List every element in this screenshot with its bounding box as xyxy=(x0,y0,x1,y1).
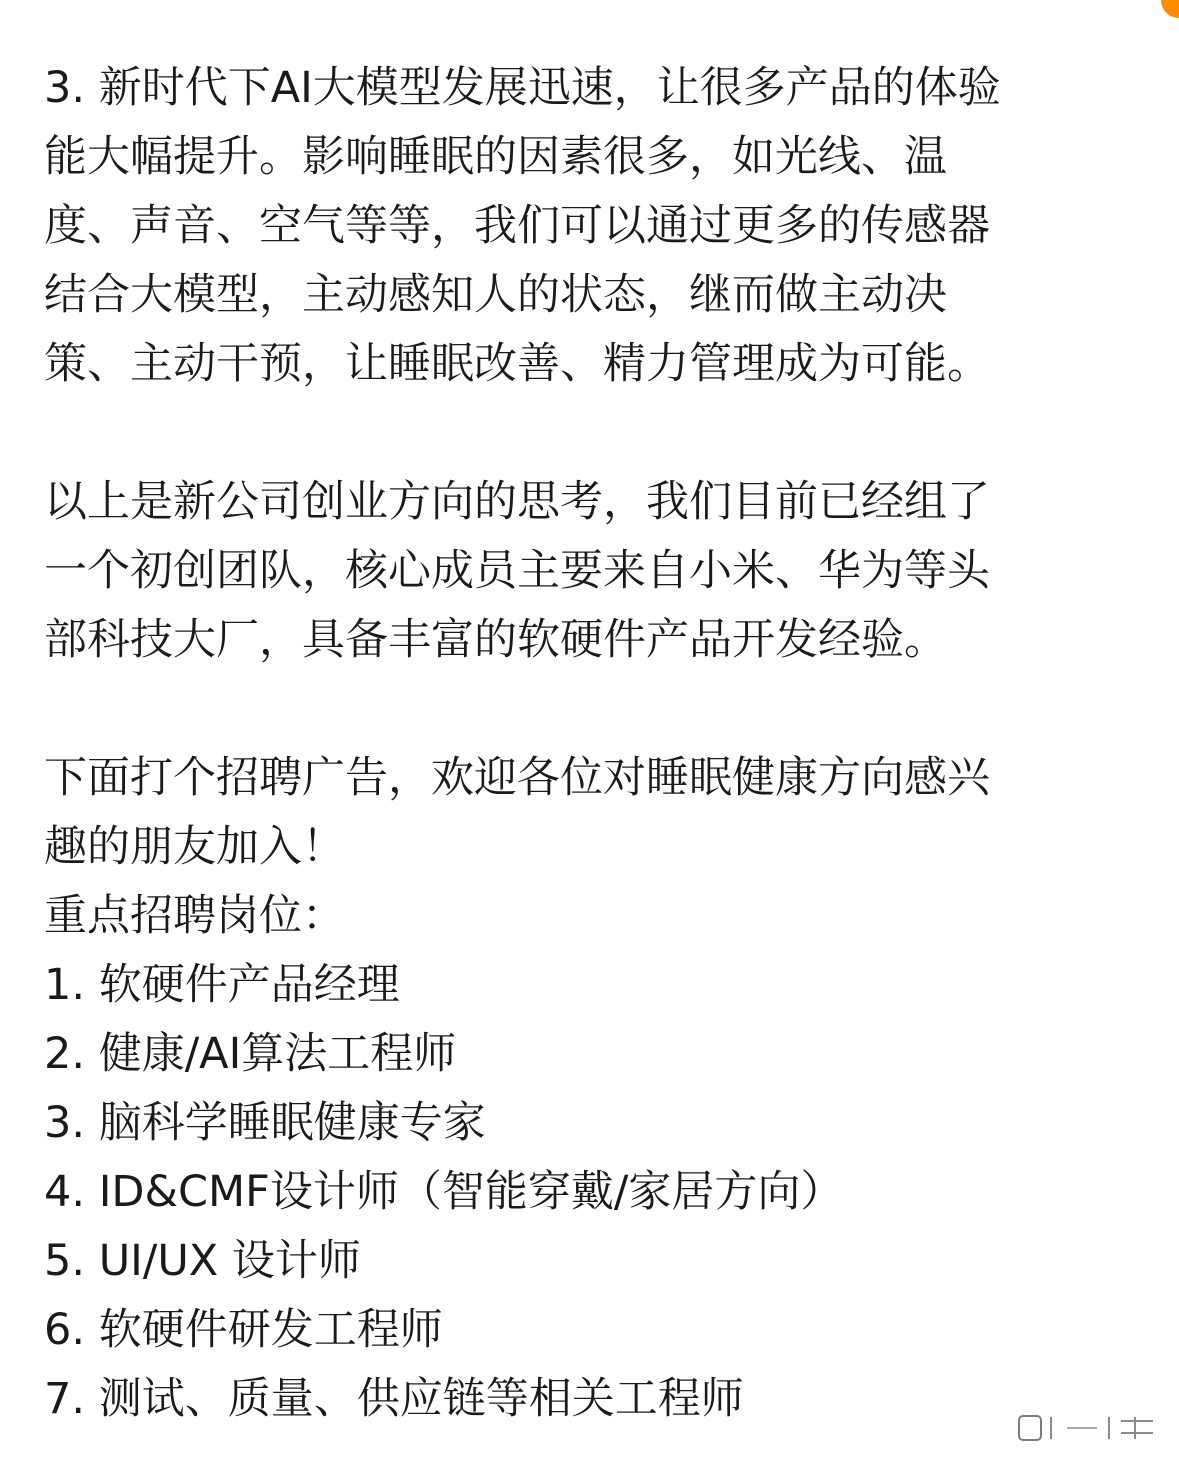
para1-line-4: 结合大模型，主动感知人的状态，继而做主动决 xyxy=(44,270,947,320)
para2-line-2: 一个初创团队，核心成员主要来自小米、华为等头 xyxy=(44,546,990,596)
article-body xyxy=(44,54,1144,1434)
para2-line-1: 以上是新公司创业方向的思考，我们目前已经组了 xyxy=(44,477,990,527)
para3-line-1: 下面打个招聘广告，欢迎各位对睡眠健康方向感兴 xyxy=(44,753,990,803)
watermark-logo xyxy=(1017,1413,1157,1443)
corner-accent-dot xyxy=(1161,0,1179,18)
job-item: 7. 测试、质量、供应链等相关工程师 xyxy=(44,1374,744,1424)
para1-line-1: 3. 新时代下AI大模型发展迅速，让很多产品的体验 xyxy=(44,63,1001,113)
para1-line-2: 能大幅提升。影响睡眠的因素很多，如光线、温 xyxy=(44,132,947,182)
job-item: 6. 软硬件研发工程师 xyxy=(44,1305,443,1355)
job-item: 4. ID&CMF设计师（智能穿戴/家居方向） xyxy=(44,1167,844,1217)
para1-line-5: 策、主动干预，让睡眠改善、精力管理成为可能。 xyxy=(44,339,990,389)
job-item: 3. 脑科学睡眠健康专家 xyxy=(44,1098,486,1148)
job-item: 1. 软硬件产品经理 xyxy=(44,960,400,1010)
paragraph-gap xyxy=(44,399,1144,468)
job-item: 2. 健康/AI算法工程师 xyxy=(44,1029,457,1079)
job-item: 5. UI/UX 设计师 xyxy=(44,1236,361,1286)
jobs-heading: 重点招聘岗位： xyxy=(44,891,345,941)
para3-line-2: 趣的朋友加入！ xyxy=(44,822,345,872)
paragraph-gap xyxy=(44,675,1144,744)
para2-line-3: 部科技大厂，具备丰富的软硬件产品开发经验。 xyxy=(44,615,947,665)
para1-line-3: 度、声音、空气等等，我们可以通过更多的传感器 xyxy=(44,201,990,251)
